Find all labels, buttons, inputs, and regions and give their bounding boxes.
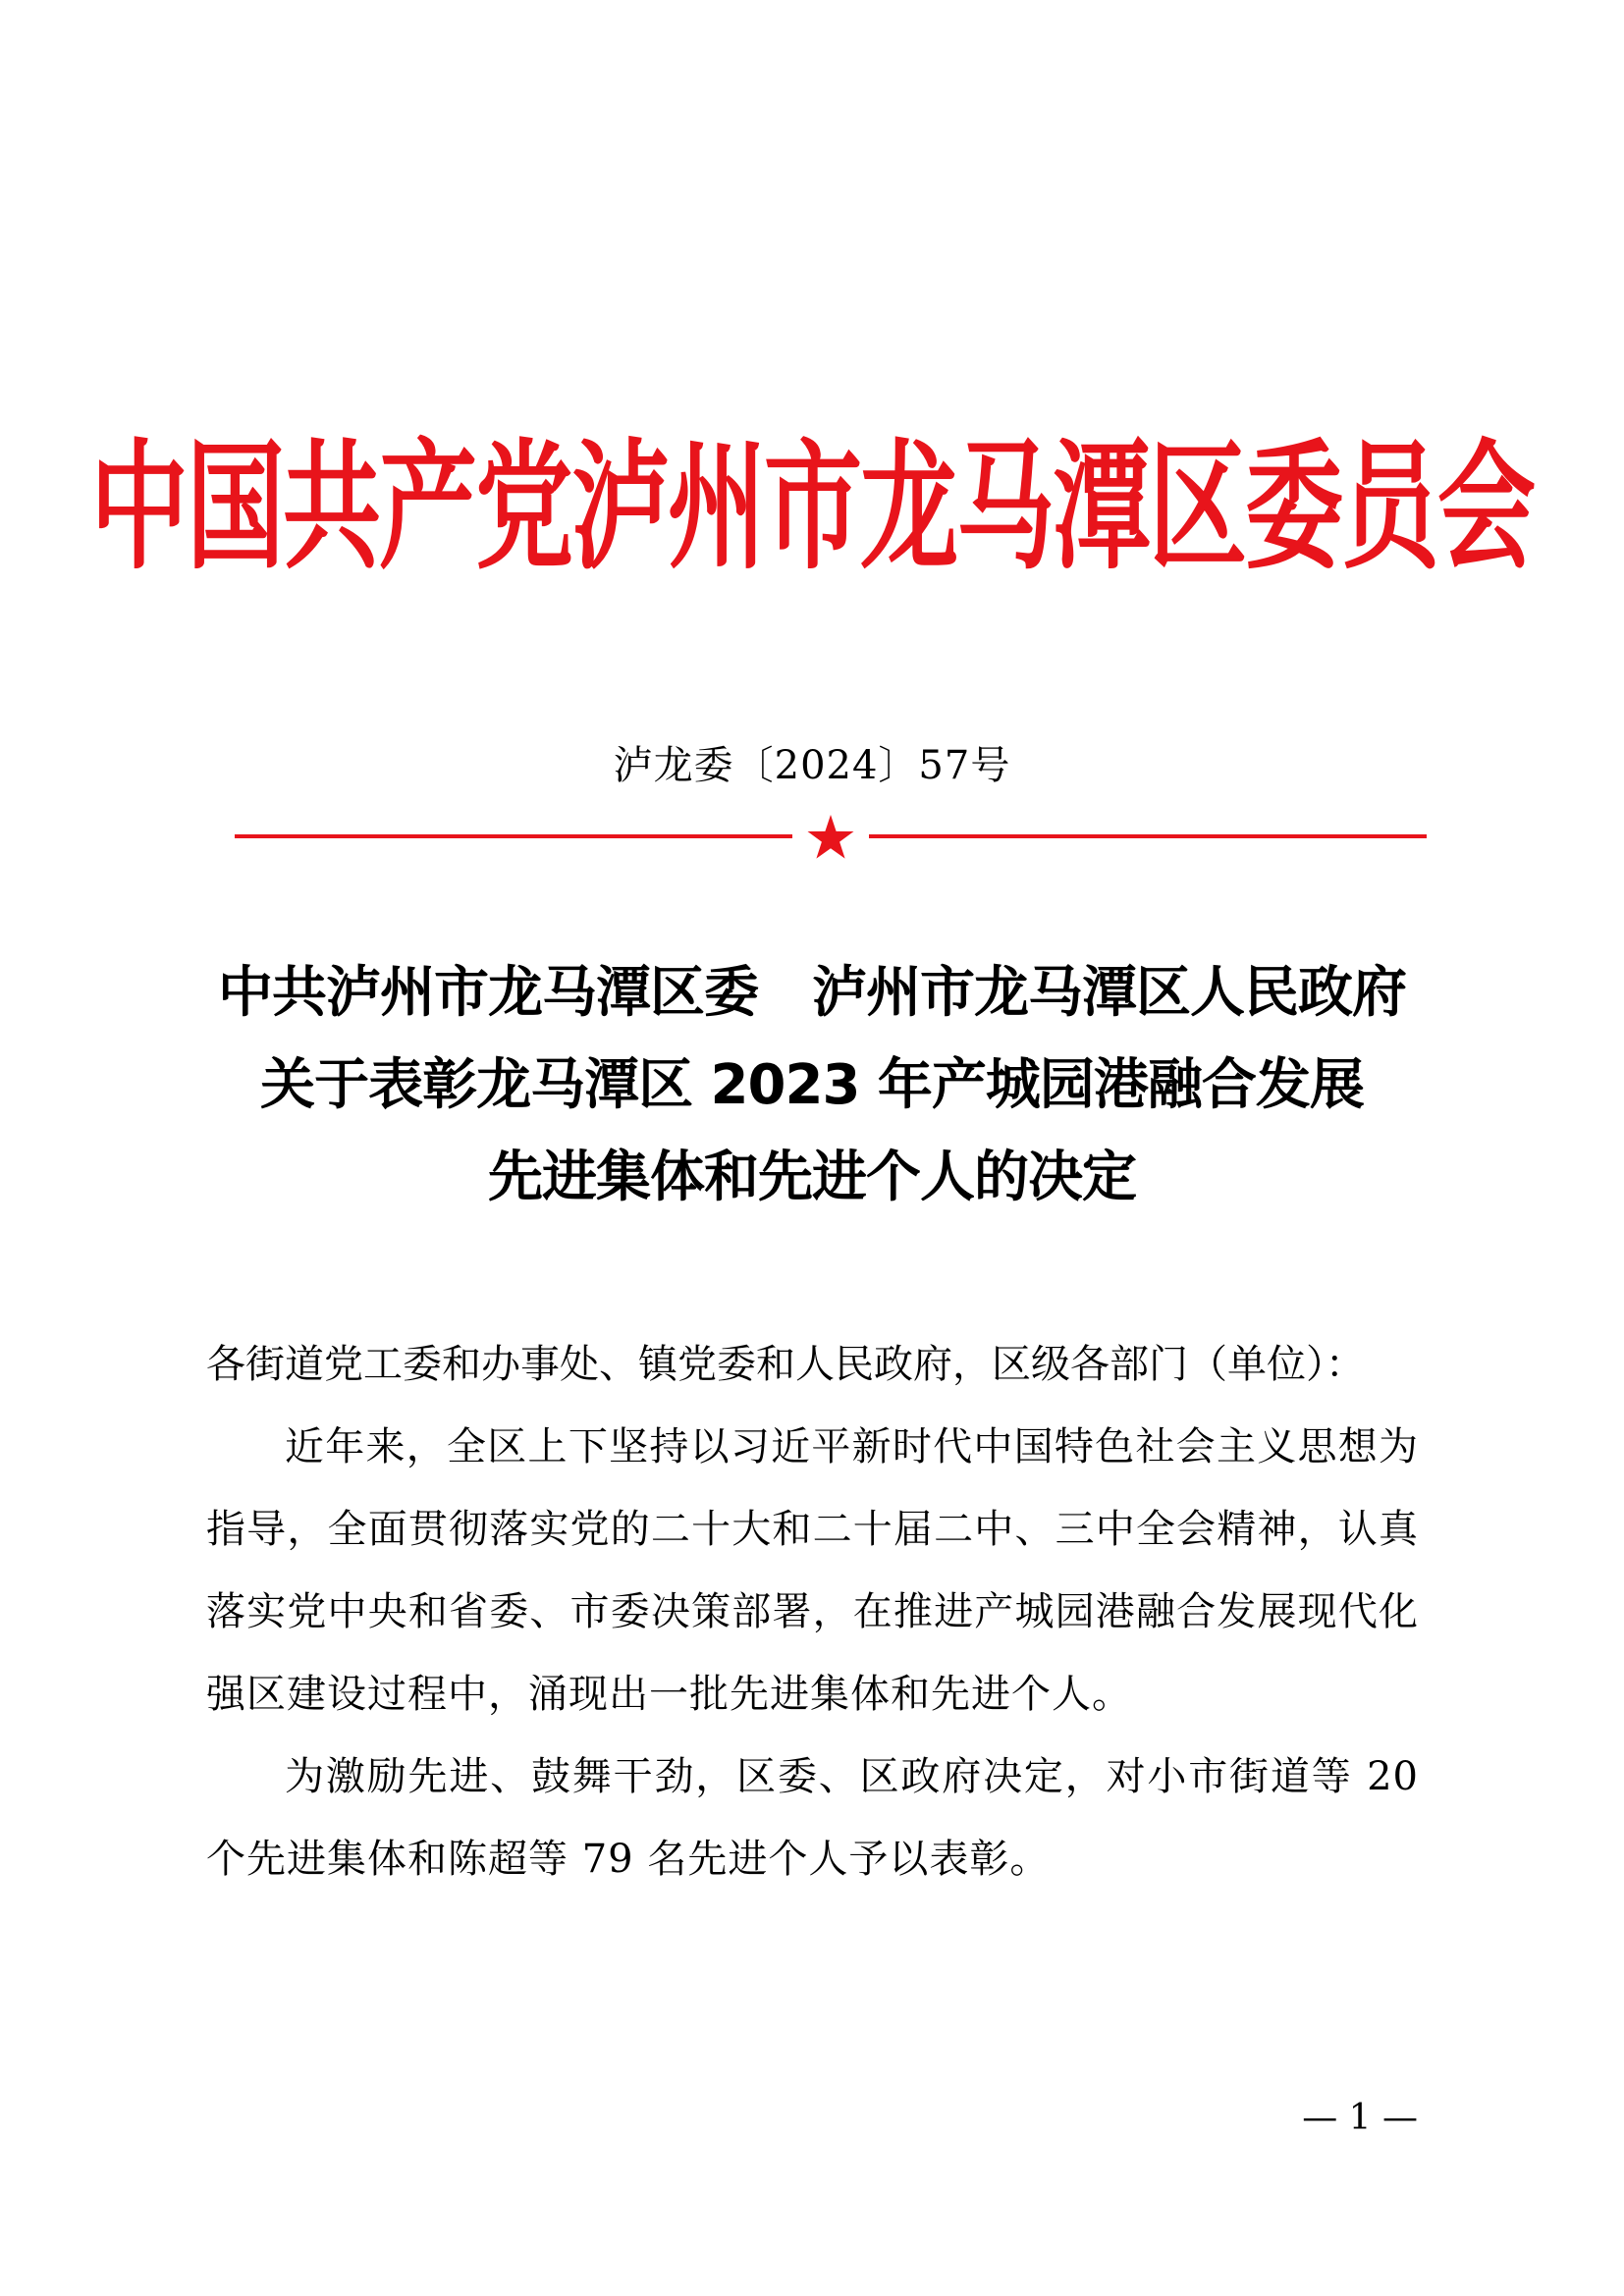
divider-line-left xyxy=(235,834,792,838)
divider-line-right xyxy=(869,834,1427,838)
title-line-2: 关于表彰龙马潭区 2023 年产城园港融合发展 xyxy=(260,1053,1364,1117)
body-paragraph-2: 为激励先进、鼓舞干劲，区委、区政府决定，对小市街道等 20 个先进集体和陈超等 79 名先进个人予以表彰。 xyxy=(206,1754,1419,1882)
document-number: 泸龙委〔2024〕57号 xyxy=(613,743,1011,788)
addressee-line: 各街道党工委和办事处、镇党委和人民政府，区级各部门（单位）： xyxy=(206,1342,1365,1387)
document-title xyxy=(0,947,1624,1224)
red-divider xyxy=(235,813,1427,860)
masthead-title: 中国共产党泸州市龙马潭区委员会 xyxy=(90,425,1534,589)
page-number: — 1 — xyxy=(1302,2098,1418,2138)
title-line-1: 中共泸州市龙马潭区委 泸州市龙马潭区人民政府 xyxy=(218,961,1406,1025)
body-paragraph-1: 近年来，全区上下坚持以习近平新时代中国特色社会主义思想为指导，全面贯彻落实党的二十大和二十届二中、三中全会精神，认真落实党中央和省委、市委决策部署，在推进产城园港融合发展现代化强区建设过程中，涌现出一批先进集体和先进个人。 xyxy=(206,1424,1419,1717)
red-star-icon xyxy=(808,815,854,859)
document-body xyxy=(206,1323,1419,1900)
title-line-3: 先进集体和先进个人的决定 xyxy=(488,1146,1136,1209)
